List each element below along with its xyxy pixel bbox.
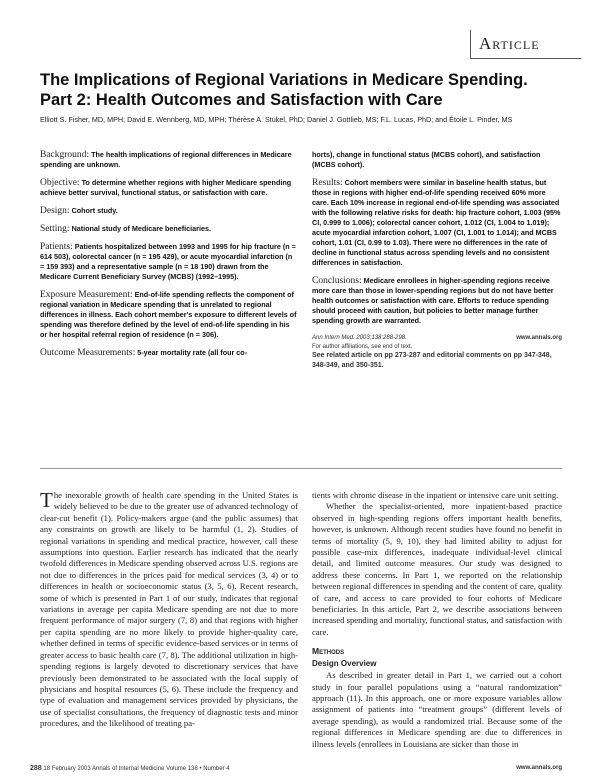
abstract-outcome: [40, 348, 298, 358]
design-label: Design:: [40, 206, 70, 216]
setting-text: National study of Medicare beneficiaries.: [71, 224, 211, 233]
drop-cap: T: [40, 488, 53, 512]
background-label: Background:: [40, 150, 90, 160]
objective-text: To determine whether regions with higher Medicare spending achieve better survival, functional status, or satisfaction with care.: [40, 178, 292, 197]
body-left-column: [40, 490, 298, 730]
setting-label: Setting:: [40, 224, 70, 234]
background-text: The health implications of regional differences in Medicare spending are unknown.: [40, 150, 292, 169]
author-list: Elliott S. Fisher, MD, MPH; David E. Wennberg, MD, MPH; Thérèse A. Stukel, PhD; Daniel J. Gottlieb, MS; F.L. Lucas, PhD; and Étoile L. Pinder, MS: [40, 115, 513, 124]
page-number: 288: [30, 765, 42, 772]
citation-block: [312, 334, 562, 371]
intro-paragraph: [40, 490, 298, 730]
citation-url-link[interactable]: www.annals.org: [516, 335, 562, 341]
abstract-design: [40, 206, 298, 216]
issue-info: 18 February 2003 Annals of Internal Medicine Volume 138 • Number 4: [43, 766, 230, 772]
patients-text: Patients hospitalized between 1993 and 1995 for hip fracture (n = 614 503), colorectal cancer (n = 195 429), or acute myocardial infarction (n = 159 393) and a representative sample (n = 18 190) drawn from the Medicare Current Beneficiary Survey (MCBS) (1992–1995).: [40, 242, 296, 281]
journal-citation: Ann Intern Med. 2003;138:288-298.: [312, 335, 407, 341]
methods-heading: Methods: [312, 646, 345, 657]
exposure-text: End-of-life spending reflects the component of regional variation in Medicare spending that is unrelated to regional differences in illness. Each cohort member's exposure to different levels of spending was therefore defined by the level of end-of-life spending in his or her hospital referral region of residence (n = 306).: [40, 290, 297, 339]
affiliations-note: For author affiliations, see end of text.: [312, 343, 413, 350]
intro-text: he inexorable growth of health care spending in the United States is widely believed to be due to the greater use of advanced technology of clear-cut benefit (1). Policy-makers argue (and the public assumes) that any constraints on growth are likely to be harmful (1, 2). Studies of regional variations in spending and medical practice, however, call these assumptions into question. Earlier research has indicated that the nearly twofold differences in Medicare spending observed across U.S. regions are not due to differences in the prices paid for medical services (3, 4) or to differences in health or socioeconomic status (3, 5, 6). Recent research, some of which is presented in Part 1 of our study, indicates that regional variations in average per capita Medicare spending are not due to more frequent performance of major surgery (7, 8) and that regions with higher per capita spending are no more likely to provide higher-quality care, whether defined in terms of specific evidence-based services or in terms of greater access to basic health care (7, 8). The additional utilization in high-spending regions is largely devoted to discretionary services that have previously been demonstrated to be associated with the local supply of physicians and hospital resources (5, 6). These include the frequency and type of evaluation and management services provided by physicians, the use of specialist consultations, the frequency of diagnostic tests and minor procedures, and the likelihood of treating pa-: [40, 490, 298, 729]
section-divider: [40, 468, 562, 469]
page-footer: [30, 765, 562, 775]
abstract-patients: [40, 242, 298, 282]
results-label: Results:: [312, 178, 343, 188]
abstract-background: [40, 150, 298, 170]
section-label: Article: [479, 34, 540, 53]
abstract-right-column: [312, 150, 562, 371]
intro-continued: tients with chronic disease in the inpatient or intensive care unit setting.: [312, 490, 559, 500]
outcome-label: Outcome Measurements:: [40, 348, 136, 358]
design-text: Cohort study.: [71, 206, 118, 215]
abstract-exposure: [40, 290, 298, 340]
article-title: The Implications of Regional Variations in Medicare Spending. Part 2: Health Outcomes and Satisfaction with Care: [40, 71, 528, 109]
outcome-continued-text: horts), change in functional status (MCBS cohort), and satisfaction (MCBS cohort).: [312, 150, 541, 169]
second-paragraph: Whether the specialist-oriented, more inpatient-based practice observed in high-spending regions offers important health benefits, however, is unknown. Although recent studies have found no benefit in terms of mortality (5, 9, 10), they had limited ability to adjust for possible case-mix differences, inadequate individual-level clinical detail, and limited outcome measures. Our study was designed to address these concerns. In Part 1, we reported on the relationship between regional differences in spending and the content of care, quality of care, and access to care provided to four cohorts of Medicare beneficiaries. In this article, Part 2, we describe associations between increased spending and mortality, functional status, and satisfaction with care.: [312, 501, 562, 637]
see-related-note[interactable]: See related article on pp 273-287 and editorial comments on pp 347-348, 348-349, and 350-351.: [312, 352, 552, 369]
abstract-results: [312, 178, 562, 268]
exposure-label: Exposure Measurement:: [40, 290, 133, 300]
body-right-column: [312, 490, 562, 750]
abstract-setting: [40, 224, 298, 234]
conclusions-label: Conclusions:: [312, 276, 362, 286]
results-text: Cohort members were similar in baseline health status, but those in regions with higher end-of-life spending received 60% more care. Each 10% increase in regional end-of-life spending was associated with the following relative risks for death: hip fracture cohort, 1.003 (95% CI, 0.999 to 1.006); colorectal cancer cohort, 1.012 (CI, 1.004 to 1.019); acute myocardial infarction cohort, 1.007 (CI, 1.001 to 1.014); and MCBS cohort, 1.01 (CI, 0.99 to 1.03). There were no differences in the rate of decline in functional status across spending levels and no consistent differences in satisfaction.: [312, 178, 561, 267]
abstract-conclusions: [312, 276, 562, 326]
patients-label: Patients:: [40, 242, 73, 252]
objective-label: Objective:: [40, 178, 80, 188]
conclusions-text: Medicare enrollees in higher-spending regions receive more care than those in lower-spending regions but do not have better health outcomes or satisfaction with care. Efforts to reduce spending should proceed with caution, but policies to better manage further spending growth are warranted.: [312, 276, 554, 325]
abstract-objective: [40, 178, 298, 198]
article-section-tag: [470, 30, 581, 59]
outcome-continued: [312, 150, 562, 170]
abstract-left-column: [40, 150, 298, 366]
outcome-text: 5-year mortality rate (all four co-: [137, 348, 248, 357]
design-paragraph: As described in greater detail in Part 1, we carried out a cohort study in four parallel populations using a “natural randomization” approach (11). In this approach, one or more exposure variables allow assignment of patients into “treatment groups” (different levels of average spending), as would a randomized trial. Because some of the regional differences in Medicare spending are due to differences in illness levels (enrollees in Louisiana are sicker than those in: [312, 670, 562, 749]
design-overview-heading: Design Overview: [312, 658, 377, 668]
footer-url-link[interactable]: www.annals.org: [516, 765, 562, 771]
